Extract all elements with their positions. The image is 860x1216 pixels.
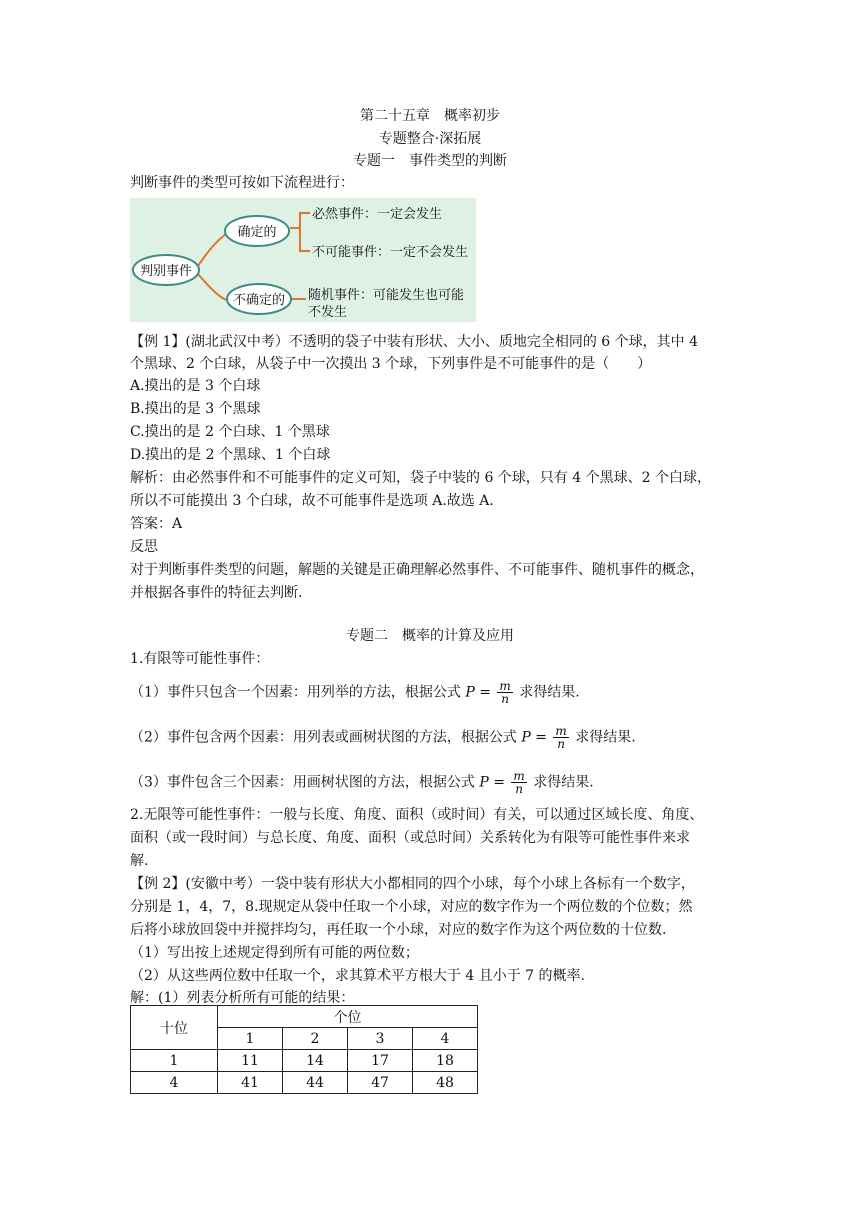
node-root-label: 判别事件 — [139, 264, 193, 279]
example2-line2: 分别是 1，4，7，8.现规定从袋中任取一个小球，对应的数字作为一个两位数的个位数；然 — [130, 899, 693, 915]
table-cell: 41 — [218, 1072, 283, 1094]
formula-lhs: P = — [479, 774, 505, 791]
example2-question1: （1）写出按上述规定得到所有可能的两位数； — [130, 945, 419, 961]
fraction-denominator: n — [557, 737, 565, 751]
col-header-cell: 个位 — [218, 1006, 478, 1028]
two-digit-table — [130, 1005, 478, 1094]
table-cell: 18 — [413, 1050, 478, 1072]
fraction-denominator: n — [515, 782, 523, 796]
example1-option-b: B.摸出的是 3 个黑球 — [130, 401, 261, 417]
table-cell: 11 — [218, 1050, 283, 1072]
example1-answer: 答案：A — [130, 516, 183, 532]
topic2-item2-line2: 面积（或一段时间）与总长度、角度、面积（或总时间）关系转化为有限等可能性事件来求 — [130, 830, 690, 846]
example1-option-a: A.摸出的是 3 个白球 — [130, 378, 261, 394]
table-row — [131, 1050, 478, 1072]
row-label: 4 — [131, 1072, 218, 1094]
formula-line-1-tail: 求得结果. — [519, 684, 580, 701]
chapter-title: 第二十五章 概率初步 — [360, 108, 500, 124]
example1-line2: 个黑球、2 个白球，从袋子中一次摸出 3 个球，下列事件是不可能事件的是（ ） — [130, 356, 652, 372]
formula-line-1 — [130, 680, 580, 705]
node-certain-label: 确定的 — [237, 225, 277, 240]
formula-line-3-tail: 求得结果. — [533, 774, 594, 791]
formula-line-3-text: （3）事件包含三个因素：用画树状图的方法，根据公式 — [130, 774, 475, 791]
example1-line1: 【例 1】(湖北武汉中考）不透明的袋子中装有形状、大小、质地完全相同的 6 个球，其中 4 — [130, 334, 698, 350]
example2-line3: 后将小球放回袋中并搅拌均匀，再任取一个小球，对应的数字作为这个两位数的十位数. — [130, 922, 667, 938]
topic-one-title: 专题一 事件类型的判断 — [353, 153, 507, 169]
formula-fraction — [497, 680, 512, 705]
example1-analysis-1: 解析：由必然事件和不可能事件的定义可知，袋子中装的 6 个球，只有 4 个黑球、2 个白球， — [130, 470, 711, 486]
intro-text: 判断事件的类型可按如下流程进行： — [130, 175, 354, 191]
table-cell: 14 — [283, 1050, 348, 1072]
example2-solution: 解：(1）列表分析所有可能的结果： — [130, 990, 355, 1006]
reflect-title: 反思 — [130, 539, 158, 555]
table-cell: 47 — [348, 1072, 413, 1094]
col-label: 2 — [283, 1028, 348, 1050]
fraction-numerator: m — [513, 769, 525, 783]
topic2-item1: 1.有限等可能性事件： — [130, 651, 270, 667]
formula-line-2-text: （2）事件包含两个因素：用列表或画树状图的方法，根据公式 — [130, 729, 517, 746]
formula-line-1-text: （1）事件只包含一个因素：用列举的方法，根据公式 — [130, 684, 461, 701]
formula-line-2-tail: 求得结果. — [575, 729, 636, 746]
section-subtitle: 专题整合·深拓展 — [378, 131, 482, 147]
reflect-line1: 对于判断事件类型的问题，解题的关键是正确理解必然事件、不可能事件、随机事件的概念， — [130, 562, 704, 578]
fraction-denominator: n — [501, 692, 509, 706]
event-type-flowchart — [130, 198, 476, 322]
table-cell: 17 — [348, 1050, 413, 1072]
leaf-impossible-label: 不可能事件：一定不会发生 — [312, 245, 469, 260]
example1-option-c: C.摸出的是 2 个白球、1 个黑球 — [130, 424, 330, 440]
fraction-numerator: m — [555, 724, 567, 738]
row-header-cell: 十位 — [131, 1006, 218, 1050]
formula-lhs: P = — [465, 684, 491, 701]
col-label: 3 — [348, 1028, 413, 1050]
formula-line-3 — [130, 770, 594, 795]
formula-lhs: P = — [521, 729, 547, 746]
topic2-item2-line3: 解. — [130, 853, 149, 869]
col-label: 4 — [413, 1028, 478, 1050]
table-row — [131, 1072, 478, 1094]
leaf-random-label-1: 随机事件：可能发生也可能 — [308, 288, 465, 303]
example1-option-d: D.摸出的是 2 个黑球、1 个白球 — [130, 447, 331, 463]
example2-question2: （2）从这些两位数中任取一个，求其算术平方根大于 4 且小于 7 的概率. — [130, 968, 585, 984]
table-header-row — [131, 1006, 478, 1028]
formula-fraction — [553, 725, 568, 750]
leaf-random-label-2: 不发生 — [308, 305, 348, 320]
leaf-sure-label: 必然事件：一定会发生 — [312, 207, 443, 222]
example1-analysis-2: 所以不可能摸出 3 个白球，故不可能事件是选项 A.故选 A. — [130, 493, 494, 509]
topic2-item2-line1: 2.无限等可能性事件：一般与长度、角度、面积（或时间）有关，可以通过区域长度、角度、 — [130, 807, 704, 823]
example2-line1: 【例 2】(安徽中考）一袋中装有形状大小都相同的四个小球，每个小球上各标有一个数字， — [130, 876, 695, 892]
reflect-line2: 并根据各事件的特征去判断. — [130, 585, 303, 601]
fraction-numerator: m — [499, 679, 511, 693]
formula-fraction — [511, 770, 526, 795]
formula-line-2 — [130, 725, 636, 750]
node-uncertain-label: 不确定的 — [232, 293, 286, 308]
col-label: 1 — [218, 1028, 283, 1050]
table-cell: 48 — [413, 1072, 478, 1094]
topic-two-title: 专题二 概率的计算及应用 — [346, 628, 514, 644]
table-cell: 44 — [283, 1072, 348, 1094]
row-label: 1 — [131, 1050, 218, 1072]
